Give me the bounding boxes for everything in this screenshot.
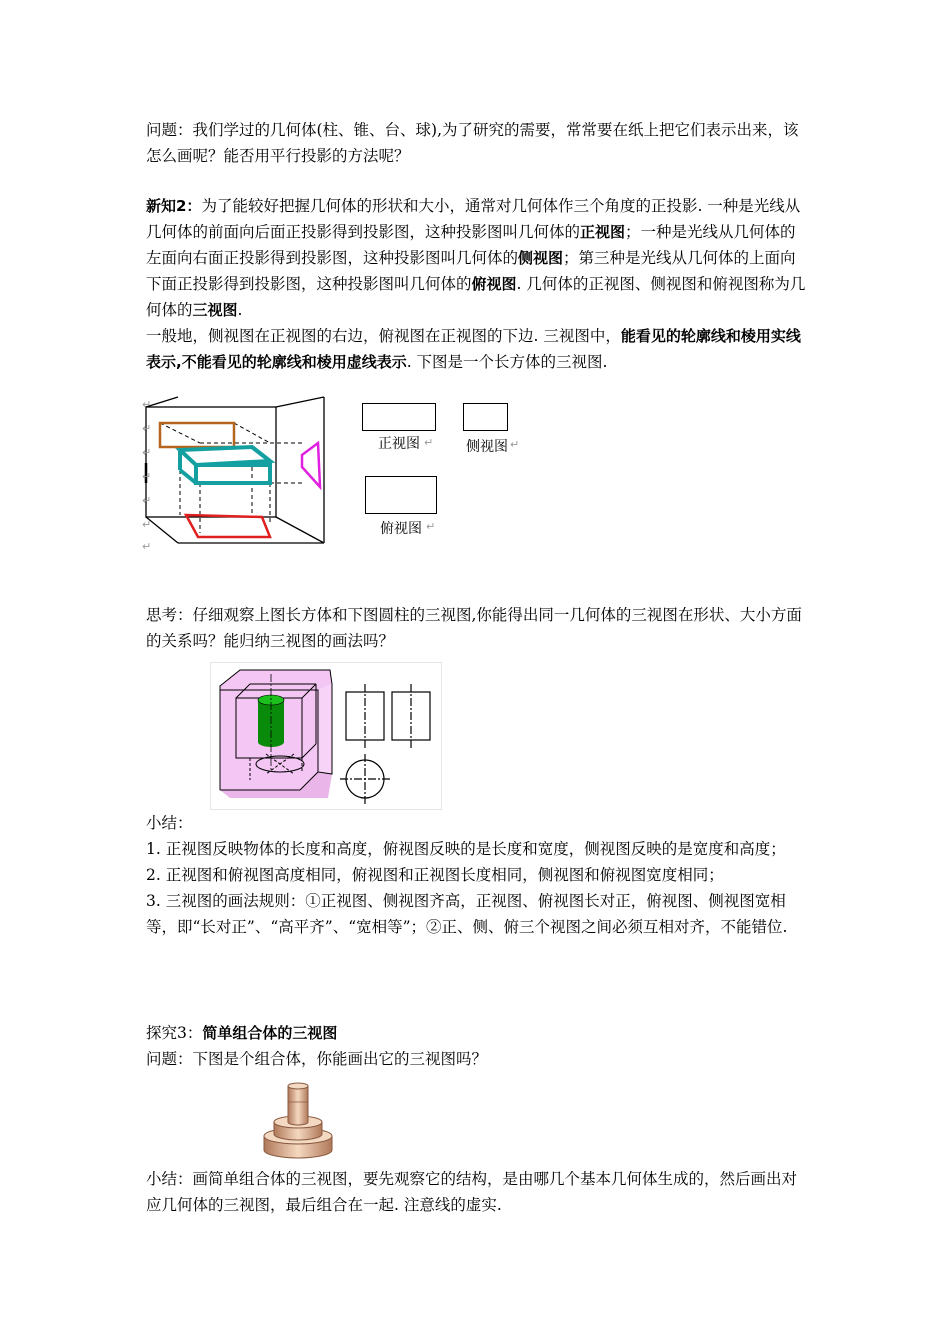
top-view-label: 俯视图 (380, 521, 422, 537)
summary-item-3: 3. 三视图的画法规则：①正视图、侧视图齐高，正视图、俯视图长对正，俯视图、侧视图宽相等，即“长对正”、“高平齐”、“宽相等”；②正、侧、俯三个视图之间必须互相对齐，不能错位. (146, 892, 788, 936)
question-paragraph (146, 117, 810, 169)
rule-text: 能看见的轮廓线和棱用实线表示,不能看见的轮廓线和棱用虚线表示 (146, 327, 801, 371)
text-run: ；第三种是光线从几何体的上面向下面正投影得到投影图，这种投影图叫几何体的 (146, 249, 796, 293)
composite-solid-figure (258, 1080, 338, 1160)
think-text: 思考：仔细观察上图长方体和下图圆柱的三视图,你能得出同一几何体的三视图在形状、大小方面的关系吗？能归纳三视图的画法吗？ (146, 606, 802, 650)
new-knowledge-paragraph (146, 193, 810, 375)
explore-question: 问题：下图是个组合体，你能画出它的三视图吗？ (146, 1050, 488, 1068)
text-run: ；一种是光线从几何体的左面向右面正投影得到投影图，这种投影图叫几何体的 (146, 223, 796, 267)
summary-item-1: 1. 正视图反映物体的长度和高度，俯视图反映的是长度和宽度，侧视图反映的是宽度和高度； (146, 840, 786, 858)
side-view-box (463, 403, 508, 431)
text-run: . 几何体的正视图、侧视图和俯视图称为几何体的 (146, 275, 806, 319)
cylinder-projection-figure (210, 662, 442, 810)
summary-section (146, 810, 810, 940)
explore-label: 探究3： (146, 1024, 203, 1042)
term-top-view: 俯视图 (471, 275, 517, 293)
section-label: 新知2： (146, 197, 202, 215)
think-paragraph (146, 602, 810, 654)
summary-item-2: 2. 正视图和俯视图高度相同，俯视图和正视图长度相同，侧视图和俯视图宽度相同； (146, 866, 724, 884)
summary-title: 小结： (146, 814, 193, 832)
text-run: 为了能较好把握几何体的形状和大小，通常对几何体作三个角度的正投影. 一种是光线从几何体的前面向后面正投影得到投影图，这种投影图叫几何体的 (146, 197, 801, 241)
top-view-box (365, 476, 437, 514)
term-side-view: 侧视图 (518, 249, 564, 267)
question-text: 问题：我们学过的几何体(柱、锥、台、球),为了研究的需要，常常要在纸上把它们表示出来，该怎么画呢？能否用平行投影的方法呢？ (146, 121, 799, 165)
text-run: . (237, 301, 243, 319)
front-view-label: 正视图 (378, 436, 420, 452)
final-summary-text: 小结：画简单组合体的三视图，要先观察它的结构，是由哪几个基本几何体生成的，然后画出对应几何体的三视图，最后组合在一起. 注意线的虚实. (146, 1170, 798, 1214)
front-view-box (362, 403, 436, 431)
text-run: . 下图是一个长方体的三视图. (406, 353, 608, 371)
side-view-label: 侧视图 (466, 439, 508, 455)
explore-section (146, 1020, 810, 1072)
term-three-views: 三视图 (192, 301, 238, 319)
cuboid-projection-figure (140, 395, 340, 565)
text-run: 一般地，侧视图在正视图的右边，俯视图在正视图的下边. 三视图中， (146, 327, 621, 345)
explore-title: 简单组合体的三视图 (202, 1024, 338, 1042)
final-summary (146, 1166, 810, 1218)
term-front-view: 正视图 (580, 223, 626, 241)
